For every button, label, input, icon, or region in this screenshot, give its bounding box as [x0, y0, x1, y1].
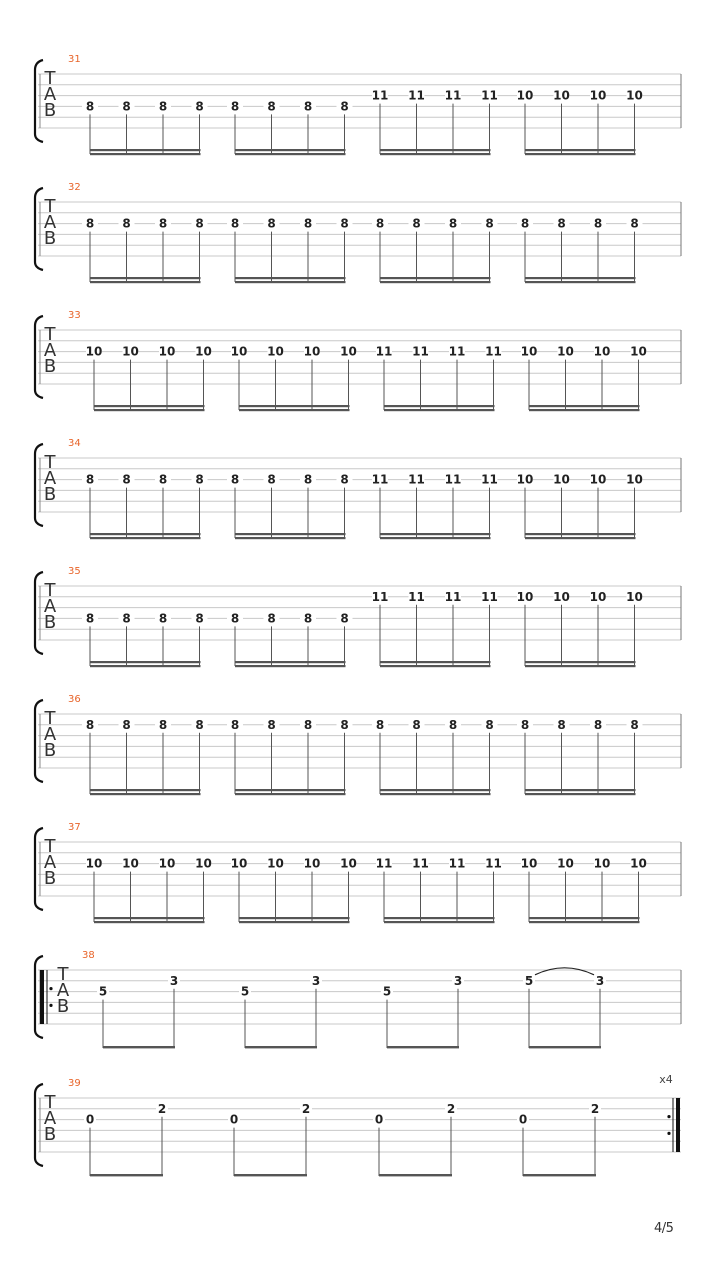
- fret-number: 8: [412, 717, 421, 732]
- fret-number: 8: [122, 611, 131, 626]
- repeat-end-thick-bar: [676, 1098, 680, 1152]
- tab-system: [35, 694, 681, 795]
- fret-number: 3: [595, 973, 605, 988]
- fret-number: 10: [516, 88, 534, 103]
- fret-number: 10: [589, 88, 607, 103]
- tab-system: [35, 822, 681, 923]
- beam: [380, 793, 491, 795]
- fret-number: 8: [158, 472, 168, 487]
- fret-number: 8: [85, 216, 95, 231]
- beam: [235, 661, 346, 663]
- beam: [235, 537, 346, 539]
- fret-number: 8: [195, 216, 204, 231]
- beam: [525, 533, 636, 535]
- fret-number: 11: [371, 589, 389, 604]
- beam: [380, 665, 491, 667]
- tab-clef-letter: A: [43, 212, 57, 233]
- beam: [525, 661, 636, 663]
- fret-number: 2: [590, 1101, 600, 1116]
- beam: [94, 409, 205, 411]
- beam: [380, 789, 491, 791]
- fret-number: 8: [267, 472, 276, 487]
- fret-number: 8: [593, 717, 603, 732]
- fret-number: 2: [446, 1101, 456, 1116]
- fret-number: 10: [516, 472, 534, 487]
- fret-number: 8: [630, 717, 639, 732]
- beam: [90, 281, 201, 283]
- fret-number: 10: [85, 344, 103, 359]
- fret-number: 8: [158, 611, 168, 626]
- fret-number: 10: [553, 88, 570, 103]
- beam: [235, 149, 346, 151]
- tab-clef-letter: T: [44, 708, 56, 729]
- fret-number: 8: [485, 717, 494, 732]
- fret-number: 8: [340, 99, 349, 114]
- beam: [387, 1046, 459, 1048]
- fret-number: 8: [230, 99, 240, 114]
- beam: [239, 917, 350, 919]
- beam: [384, 409, 495, 411]
- tab-clef-letter: T: [44, 196, 56, 217]
- fret-number: 10: [122, 344, 139, 359]
- beam: [90, 537, 201, 539]
- beam: [525, 149, 636, 151]
- beam: [90, 665, 201, 667]
- tab-system: [35, 566, 681, 667]
- fret-number: 5: [524, 973, 534, 988]
- tab-clef-letter: B: [43, 740, 57, 761]
- beam: [529, 405, 640, 407]
- tab-clef-letter: B: [43, 100, 57, 121]
- beam: [380, 149, 491, 151]
- fret-number: 8: [448, 717, 458, 732]
- fret-number: 10: [593, 856, 611, 871]
- beam: [529, 1046, 601, 1048]
- tab-clef-letter: B: [43, 1124, 57, 1145]
- fret-number: 10: [267, 856, 284, 871]
- fret-number: 8: [340, 611, 349, 626]
- beam: [90, 793, 201, 795]
- fret-number: 10: [630, 344, 647, 359]
- measure-number: 37: [68, 822, 81, 833]
- tab-clef-letter: B: [43, 356, 57, 377]
- tab-clef-letter: A: [43, 468, 57, 489]
- fret-number: 8: [593, 216, 603, 231]
- fret-number: 8: [85, 611, 95, 626]
- fret-number: 5: [240, 984, 250, 999]
- fret-number: 11: [408, 88, 425, 103]
- fret-number: 10: [557, 344, 574, 359]
- fret-number: 8: [485, 216, 494, 231]
- fret-number: 8: [122, 472, 131, 487]
- fret-number: 8: [122, 216, 131, 231]
- repeat-dot: [667, 1132, 670, 1135]
- fret-number: 10: [589, 589, 607, 604]
- fret-number: 8: [375, 717, 385, 732]
- tab-clef-letter: T: [44, 1092, 56, 1113]
- beam: [529, 917, 640, 919]
- beam: [380, 537, 491, 539]
- fret-number: 10: [520, 856, 538, 871]
- beam: [525, 153, 636, 155]
- beam: [529, 409, 640, 411]
- fret-number: 10: [553, 472, 570, 487]
- fret-number: 11: [481, 472, 498, 487]
- fret-number: 8: [557, 216, 566, 231]
- repeat-count-label: x4: [659, 1073, 673, 1086]
- fret-number: 8: [230, 216, 240, 231]
- tab-system: [35, 54, 681, 155]
- tab-clef-letter: T: [44, 324, 56, 345]
- fret-number: 8: [158, 216, 168, 231]
- fret-number: 11: [371, 472, 389, 487]
- tab-system: [35, 950, 681, 1048]
- fret-number: 8: [303, 611, 313, 626]
- fret-number: 11: [481, 589, 498, 604]
- fret-number: 8: [340, 717, 349, 732]
- beam: [523, 1174, 596, 1176]
- beam: [525, 277, 636, 279]
- fret-number: 8: [303, 472, 313, 487]
- beam: [239, 405, 350, 407]
- beam: [90, 277, 201, 279]
- system-bracket: [35, 188, 43, 270]
- beam: [234, 1174, 307, 1176]
- fret-number: 8: [630, 216, 639, 231]
- fret-number: 10: [85, 856, 103, 871]
- tab-system: [35, 438, 681, 539]
- fret-number: 11: [448, 856, 466, 871]
- beam: [384, 921, 495, 923]
- fret-number: 8: [267, 99, 276, 114]
- fret-number: 3: [169, 973, 179, 988]
- fret-number: 8: [340, 216, 349, 231]
- fret-number: 10: [195, 344, 212, 359]
- beam: [90, 149, 201, 151]
- system-bracket: [35, 1084, 43, 1166]
- system-bracket: [35, 572, 43, 654]
- tab-clef-letter: A: [56, 980, 70, 1001]
- beam: [525, 537, 636, 539]
- beam: [235, 789, 346, 791]
- fret-number: 11: [444, 88, 462, 103]
- fret-number: 8: [303, 717, 313, 732]
- beam: [235, 277, 346, 279]
- fret-number: 10: [158, 344, 176, 359]
- fret-number: 10: [626, 589, 643, 604]
- fret-number: 10: [516, 589, 534, 604]
- fret-number: 10: [340, 344, 357, 359]
- beam: [529, 921, 640, 923]
- fret-number: 10: [158, 856, 176, 871]
- measure-number: 34: [68, 438, 81, 449]
- fret-number: 10: [122, 856, 139, 871]
- tab-clef-letter: B: [43, 868, 57, 889]
- system-bracket: [35, 700, 43, 782]
- fret-number: 2: [301, 1101, 311, 1116]
- fret-number: 10: [553, 589, 570, 604]
- beam: [90, 153, 201, 155]
- beam: [525, 793, 636, 795]
- fret-number: 8: [267, 717, 276, 732]
- beam: [235, 793, 346, 795]
- fret-number: 8: [303, 99, 313, 114]
- fret-number: 8: [85, 717, 95, 732]
- beam: [525, 281, 636, 283]
- fret-number: 8: [520, 216, 530, 231]
- fret-number: 11: [408, 472, 425, 487]
- fret-number: 0: [229, 1112, 239, 1127]
- system-bracket: [35, 444, 43, 526]
- slur: [535, 968, 594, 975]
- beam: [525, 665, 636, 667]
- repeat-start-thick-bar: [40, 970, 44, 1024]
- tab-clef-letter: T: [44, 580, 56, 601]
- tab-clef-letter: A: [43, 1108, 57, 1129]
- fret-number: 8: [340, 472, 349, 487]
- repeat-dot: [667, 1115, 670, 1118]
- beam: [235, 665, 346, 667]
- fret-number: 8: [448, 216, 458, 231]
- tab-clef-letter: A: [43, 596, 57, 617]
- fret-number: 8: [85, 472, 95, 487]
- beam: [379, 1174, 452, 1176]
- beam: [103, 1046, 175, 1048]
- beam: [235, 281, 346, 283]
- beam: [239, 409, 350, 411]
- fret-number: 10: [593, 344, 611, 359]
- fret-number: 8: [122, 717, 131, 732]
- fret-number: 11: [412, 344, 429, 359]
- tab-clef-letter: A: [43, 340, 57, 361]
- beam: [94, 917, 205, 919]
- measure-number: 31: [68, 54, 81, 65]
- fret-number: 0: [518, 1112, 528, 1127]
- fret-number: 11: [375, 344, 393, 359]
- measure-number: 32: [68, 182, 81, 193]
- fret-number: 10: [230, 344, 248, 359]
- fret-number: 10: [520, 344, 538, 359]
- system-bracket: [35, 828, 43, 910]
- fret-number: 10: [303, 344, 321, 359]
- beam: [239, 921, 350, 923]
- system-bracket: [35, 60, 43, 142]
- fret-number: 10: [195, 856, 212, 871]
- fret-number: 8: [230, 717, 240, 732]
- fret-number: 8: [158, 99, 168, 114]
- tab-clef-letter: A: [43, 852, 57, 873]
- tab-clef-letter: A: [43, 84, 57, 105]
- fret-number: 8: [412, 216, 421, 231]
- fret-number: 11: [375, 856, 393, 871]
- beam: [525, 789, 636, 791]
- tab-clef-letter: T: [57, 964, 69, 985]
- fret-number: 8: [195, 99, 204, 114]
- fret-number: 11: [481, 88, 498, 103]
- beam: [245, 1046, 317, 1048]
- fret-number: 8: [195, 611, 204, 626]
- measure-number: 38: [82, 950, 95, 961]
- beam: [380, 533, 491, 535]
- fret-number: 8: [267, 611, 276, 626]
- tab-clef-letter: T: [44, 452, 56, 473]
- fret-number: 10: [589, 472, 607, 487]
- fret-number: 10: [557, 856, 574, 871]
- fret-number: 8: [122, 99, 131, 114]
- fret-number: 8: [85, 99, 95, 114]
- tab-clef-letter: B: [43, 612, 57, 633]
- measure-number: 33: [68, 310, 81, 321]
- fret-number: 8: [195, 717, 204, 732]
- fret-number: 10: [340, 856, 357, 871]
- measure-number: 35: [68, 566, 81, 577]
- beam: [384, 405, 495, 407]
- fret-number: 10: [267, 344, 284, 359]
- repeat-dot: [49, 1004, 52, 1007]
- tab-clef-letter: T: [44, 68, 56, 89]
- fret-number: 11: [448, 344, 466, 359]
- fret-number: 10: [626, 472, 643, 487]
- beam: [90, 1174, 163, 1176]
- fret-number: 0: [374, 1112, 384, 1127]
- tab-clef-letter: T: [44, 836, 56, 857]
- fret-number: 11: [485, 344, 502, 359]
- fret-number: 5: [98, 984, 108, 999]
- fret-number: 11: [444, 472, 462, 487]
- tab-clef-letter: B: [43, 228, 57, 249]
- fret-number: 3: [311, 973, 321, 988]
- fret-number: 0: [85, 1112, 95, 1127]
- system-bracket: [35, 316, 43, 398]
- beam: [94, 921, 205, 923]
- fret-number: 10: [626, 88, 643, 103]
- beam: [90, 789, 201, 791]
- fret-number: 11: [412, 856, 429, 871]
- tab-system: [35, 310, 681, 411]
- tab-system: [35, 1073, 681, 1176]
- measure-number: 39: [68, 1078, 81, 1089]
- tab-clef-letter: B: [43, 484, 57, 505]
- fret-number: 8: [158, 717, 168, 732]
- beam: [380, 277, 491, 279]
- beam: [90, 661, 201, 663]
- fret-number: 8: [267, 216, 276, 231]
- beam: [235, 533, 346, 535]
- beam: [380, 661, 491, 663]
- fret-number: 11: [485, 856, 502, 871]
- fret-number: 8: [520, 717, 530, 732]
- fret-number: 8: [375, 216, 385, 231]
- fret-number: 11: [371, 88, 389, 103]
- tab-clef-letter: B: [56, 996, 70, 1017]
- fret-number: 8: [557, 717, 566, 732]
- fret-number: 3: [453, 973, 463, 988]
- beam: [380, 281, 491, 283]
- beam: [384, 917, 495, 919]
- beam: [94, 405, 205, 407]
- beam: [235, 153, 346, 155]
- measure-number: 36: [68, 694, 81, 705]
- fret-number: 5: [382, 984, 392, 999]
- tab-system: [35, 182, 681, 283]
- repeat-dot: [49, 987, 52, 990]
- fret-number: 8: [303, 216, 313, 231]
- fret-number: 8: [195, 472, 204, 487]
- page-number: 4/5: [654, 1221, 674, 1236]
- fret-number: 8: [230, 472, 240, 487]
- fret-number: 10: [230, 856, 248, 871]
- tab-clef-letter: A: [43, 724, 57, 745]
- fret-number: 2: [157, 1101, 167, 1116]
- beam: [380, 153, 491, 155]
- fret-number: 11: [408, 589, 425, 604]
- beam: [90, 533, 201, 535]
- fret-number: 11: [444, 589, 462, 604]
- fret-number: 10: [630, 856, 647, 871]
- fret-number: 8: [230, 611, 240, 626]
- fret-number: 10: [303, 856, 321, 871]
